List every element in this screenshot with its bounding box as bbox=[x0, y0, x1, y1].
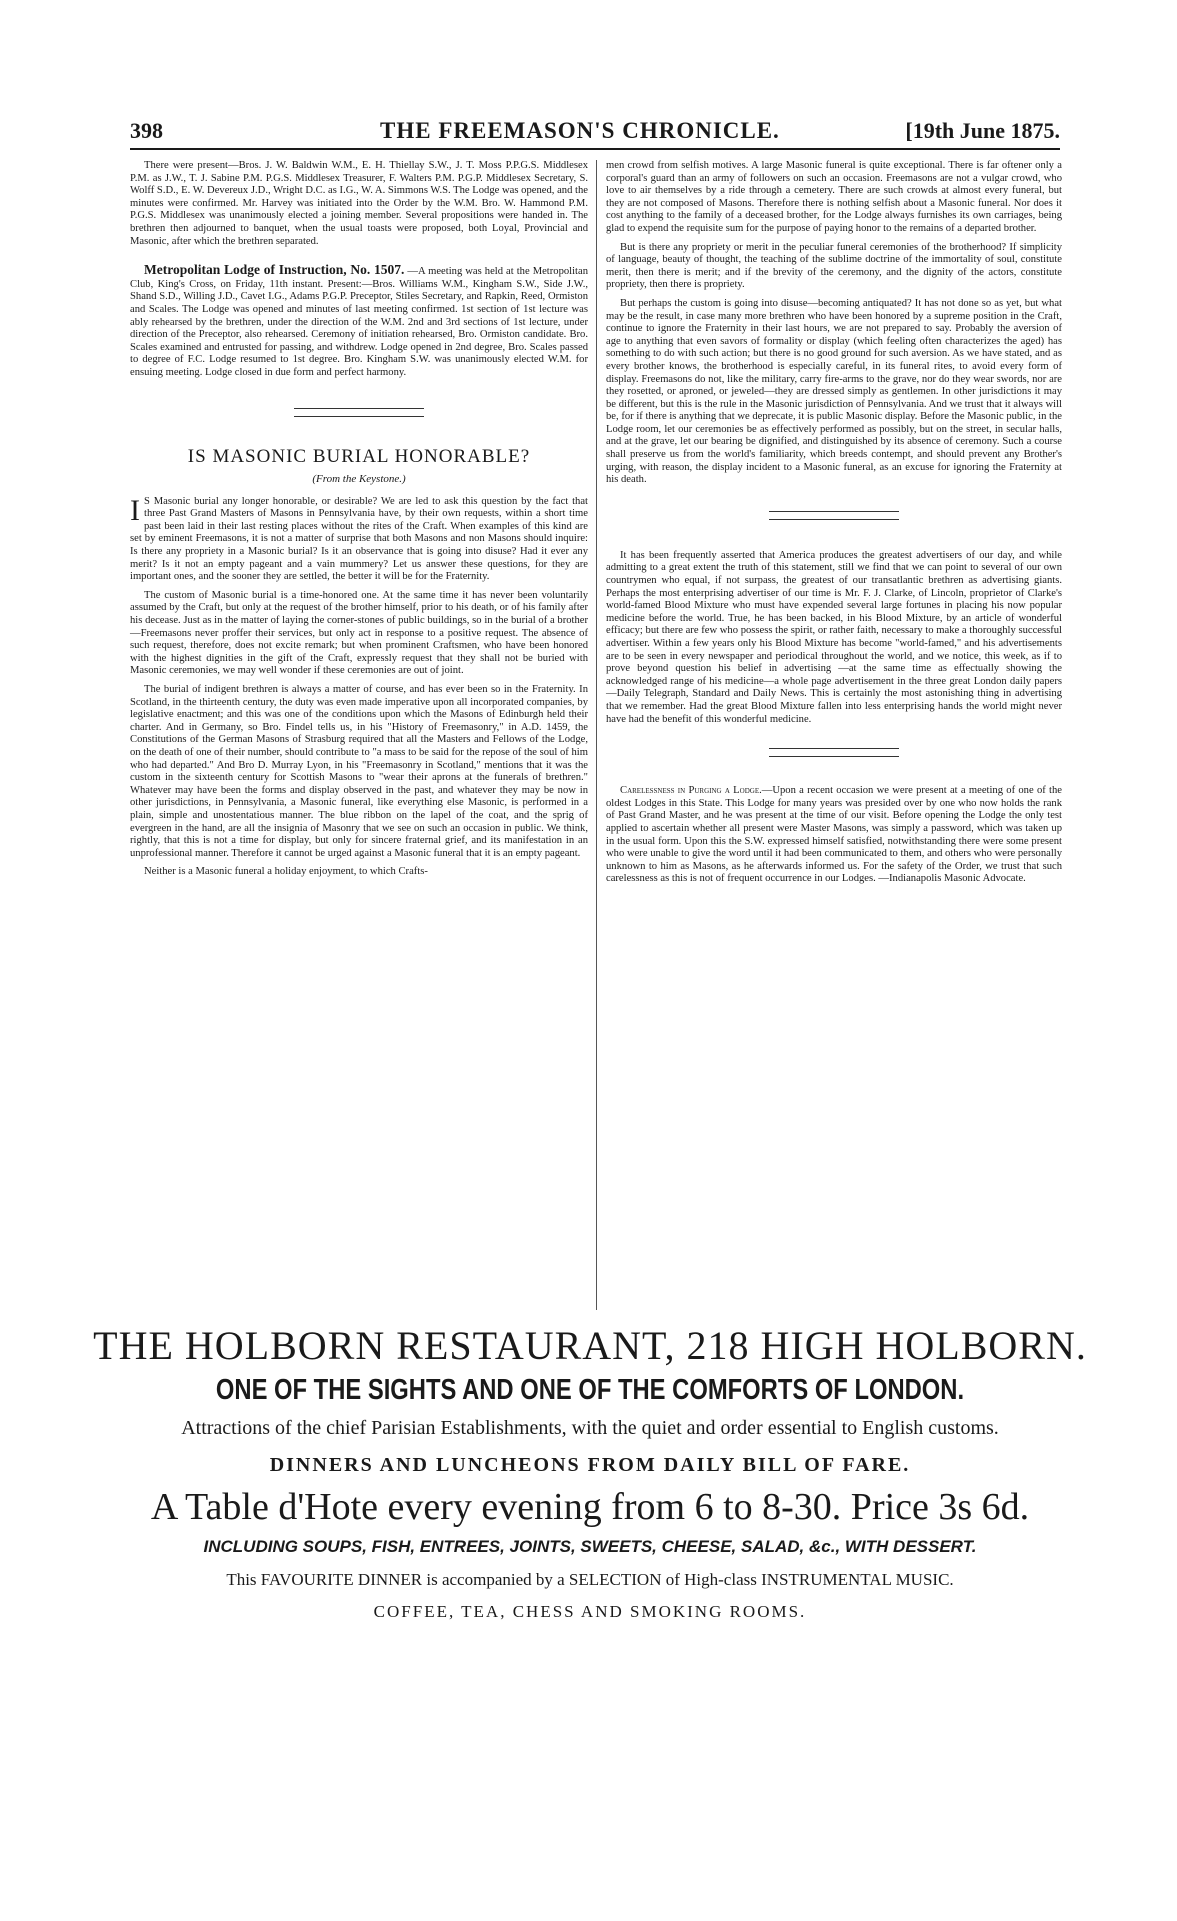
metropolitan-lodge-body: —A meeting was held at the Metropolitan Club, King's Cross, on Friday, 11th instant. Present:—Bros. Williams W.M., Kingham S.W., Side J.W., Shand S.D., Willing J.D., Cavet I.G., Adams P.G.P. Preceptor, Stiles Secretary, and Rapkin, Reed, Ormiston and Scales. The Lodge was opened and minutes of last meeting confirmed. 1st section of 1st lecture was ably rehearsed by the brethren, under the direction of the W.M. 2nd and 3rd sections of 1st lecture, under direction of the Preceptor, also rehearsed. Ceremony of initiation rehearsed, Bro. Ormiston candidate. Bro. Scales examined and entrusted for passing, and withdrew. Lodge opened in 2nd degree, Bro. Scales passed to degree of F.C. Lodge resumed to 1st degree. Bro. Kingham S.W. was unanimously elected W.M. for ensuing meeting. Lodge closed in due form and perfect harmony. bbox=[130, 266, 589, 378]
article-paragraph: But perhaps the custom is going into disuse—becoming antiquated? It has not done so as yet, but what may be the result, in case many more brethren who have been honored by a supreme position in the Craft, continue to ignore the Fraternity in their last hours, we are not prepared to say. Probably the aversion of age to anything that even savors of formality or display (which feeling often characterizes the aged) has something to do with such action; but there is no good ground for such aversion. As we have stated, and as every brother knows, the brotherhood is especially careful, in its funeral rites, to avoid every form of display. Freemasons do not, like the military, carry fire-arms to the grave, nor do they wear swords, nor are they rosetted, or aproned, or jeweled—they are dressed simply as gentlemen. In other jurisdictions it may be different, but this is the rule in the Masonic jurisdiction of Pennsylvania. And we trust that it always will be, for if there is anything that we deprecate, it is public Masonic display. Before the Masonic public, in the Lodge room, let our ceremonies be as effectively performed as possibly, but on the street, in secular halls, and at the grave, let our bearing be dignified, and distinguished by its absence of ceremony. Such a course shall preserve us from the world's familiarity, which breeds contempt, and should prevent any Brother's urging, with reason, the display incident to a Masonic funeral, as an excuse for ignoring the Fraternity at his death. bbox=[606, 297, 1062, 486]
right-column bbox=[606, 160, 1062, 892]
article-paragraph bbox=[130, 493, 588, 584]
ad-rooms-line: COFFEE, TEA, CHESS AND SMOKING ROOMS. bbox=[373, 1602, 807, 1621]
holborn-restaurant-advertisement bbox=[90, 1322, 1090, 1628]
article-paragraph: The burial of indigent brethren is always a matter of course, and has ever been so in the Fraternity. In Scotland, in the thirteenth century, the duty was even made imperative upon all incorporated companies, by legislative enactment; and this was one of the conditions upon which the Masons of Edinburgh held their charter. And in Germany, so Bro. Findel tells us, in his "History of Freemasonry," in A.D. 1459, the Constitutions of the German Masons of Strasburg required that all the Masters and Fellows of the Lodge, on the death of one of their number, should contribute to "a mass to be said for the repose of the soul of him who had departed." And Bro D. Murray Lyon, in his "Freemasonry in Scotland," mentions that it was the custom in the sixteenth century for Scottish Masons to "wear their aprons at the funerals of brethren." Whatever may have been the forms and display observed in the past, and whatever they may be now in other jurisdictions, in Pennsylvania, a Masonic funeral, like everything else Masonic, is performed in a plain, simple and unostentatious manner. The blue ribbon on the lapel of the coat, and the sprig of evergreen in the hand, are all the insignia of Masonry that we see on such an occasion in public. We think, rightly, that this is not a time for display, but only for sincere fraternal grief, and its manifestation in an unprofessional manner. Therefore it cannot be urged against a Masonic funeral that it is an empty pageant. bbox=[130, 684, 588, 859]
section-divider bbox=[294, 408, 424, 417]
article-title: IS MASONIC BURIAL HONORABLE? bbox=[187, 445, 531, 467]
article-paragraph-text: S Masonic burial any longer honorable, or desirable? We are led to ask this question by the fact that three Past Grand Masters of Masons in Pennsylvania have, by their own requests, within a short time past been laid in their last resting places without the rites of the Craft. When examples of this kind are set by eminent Freemasons, it is not a matter of surprise that both Masons and non Masons should inquire: Is there any propriety in a Masonic burial? Is it an observance that is going into disuse? Had it ever any merit? Is it not an empty pageant and a vain mummery? Let us answer these questions, for they are important ones, and the sooner they are settled, the better it will be for the Fraternity. bbox=[130, 495, 588, 583]
metropolitan-lodge-report bbox=[130, 264, 588, 379]
masthead-title: THE FREEMASON'S CHRONICLE. bbox=[380, 118, 780, 143]
section-divider bbox=[769, 748, 899, 757]
section-divider bbox=[769, 511, 899, 520]
ad-menu-line: INCLUDING SOUPS, FISH, ENTREES, JOINTS, SWEETS, CHEESE, SALAD, &c., WITH DESSERT. bbox=[203, 1537, 977, 1556]
ad-dinners-line: DINNERS AND LUNCHEONS FROM DAILY BILL OF FARE. bbox=[269, 1454, 911, 1476]
article-paragraph: The custom of Masonic burial is a time-honored one. At the same time it has never been voluntarily assumed by the Craft, but only at the request of the brother himself, prior to his death, or of his family after his decease. Just as in the matter of laying the corner-stones of public buildings, so in the burial of a brother—Freemasons never proffer their services, but only act in response to a positive request. The absence of such request, therefore, does not excite remark; but when prominent Craftsmen, who have been honored with the highest dignities in the gift of the Craft, expressly request that they shall not be buried with Masonic ceremonies, we may well wonder if these ceremonies are out of joint. bbox=[130, 589, 588, 677]
ad-subheadline: ONE OF THE SIGHTS AND ONE OF THE COMFORTS OF LONDON. bbox=[215, 1374, 965, 1406]
advertising-paragraph: It has been frequently asserted that America produces the greatest advertisers of our day, and while admitting to a great extent the truth of this statement, still we find that we can point to several of our own countrymen who equal, if not surpass, the greatest of our transatlantic brethren as advertising giants. Perhaps the most enterprising advertiser of our time is Mr. F. J. Clarke, of Lincoln, proprietor of Clarke's world-famed Blood Mixture who must have expended several large fortunes in placing his now popular medicine before the world. True, he has been backed, in his Blood Mixture, by an article of wonderful efficacy; but there are few who possess the spirit, or rather faith, necessary to make a thoroughly successful advertiser. Within a few years only his Blood Mixture has become "world-famed," and his advertisements are to be seen in every newspaper and periodical throughout the world, and we notice, this week, as if to prove beyond question his belief in advertising —at the same time as effectually showing the acknowledged range of his medicine—a whole page advertisement in the three great London daily papers—Daily Telegraph, Standard and Daily News. This is certainly the most astonishing thing in advertising that we remember. Had the great Blood Mixture fallen into less enterprising hands the world might never have had the benefit of this wonderful medicine. bbox=[606, 549, 1062, 725]
metropolitan-lodge-heading: Metropolitan Lodge of Instruction, No. 1507. bbox=[144, 262, 405, 278]
column-divider bbox=[596, 160, 597, 1310]
issue-date: [19th June 1875. bbox=[905, 118, 1060, 143]
ad-music-line: This FAVOURITE DINNER is accompanied by a SELECTION of High-class INSTRUMENTAL MUSIC. bbox=[226, 1570, 954, 1589]
article-paragraph: But is there any propriety or merit in the peculiar funeral ceremonies of the brotherhood? If simplicity of language, beauty of thought, the teaching of the sublime doctrine of the immortality of soul, constitute merit, then there is merit; and if the brevity of the ceremony, and the dignity of the actors, constitute propriety, then there is propriety. bbox=[606, 241, 1062, 291]
drop-cap: I bbox=[130, 493, 140, 527]
article-source: (From the Keystone.) bbox=[312, 473, 406, 486]
page-number: 398 bbox=[130, 118, 163, 143]
lodge-purging-body: —Upon a recent occasion we were present at a meeting of one of the oldest Lodges in this State. This Lodge for many years was presided over by one who now holds the rank of Past Grand Master, and he was present at the time of our visit. Before opening the Lodge the only test applied to ascertain whether all present were Master Masons, was simply a password, which was taken up in the usual form. Upon this the S.W. expressed himself satisfied, notwithstanding there were some present who were unable to give the word until it had been communicated to them, and others who were personally unknown to him as Masons, as he afterwards informed us. For the safety of the Order, we trust that such carelessness as this is not of frequent occurrence in our Lodges. —Indianapolis Masonic Advocate. bbox=[606, 785, 1062, 885]
page-header bbox=[130, 118, 1060, 150]
left-column bbox=[130, 160, 588, 885]
ad-table-dhote-line: A Table d'Hote every evening from 6 to 8-30. Price 3s 6d. bbox=[150, 1486, 1030, 1528]
lodge-purging-heading: Carelessness in Purging a Lodge. bbox=[620, 785, 762, 797]
ad-headline: THE HOLBORN RESTAURANT, 218 HIGH HOLBORN. bbox=[93, 1323, 1087, 1368]
article-paragraph: men crowd from selfish motives. A large Masonic funeral is quite exceptional. There is far oftener only a corporal's guard than an army of followers on such an occasion. Freemasons are not a vulgar crowd, who love to air themselves by a ride through a cemetery. There are such crowds at almost every funeral, but they are not composed of Masons. Therefore there is nothing selfish about a Masonic funeral. Nor does it cost anything to the family of a deceased brother, for the Lodge always furnishes its own carriages, being glad to expend the requisite sum for the purpose of paying honor to the remains of a departed brother. bbox=[606, 160, 1062, 234]
article-paragraph: Neither is a Masonic funeral a holiday enjoyment, to which Crafts- bbox=[144, 866, 428, 878]
lodge-report-paragraph: There were present—Bros. J. W. Baldwin W.M., E. H. Thiellay S.W., J. T. Moss P.P.G.S. Middlesex P.M. as J.W., T. J. Sabine P.M. P.G.S. Middlesex Treasurer, F. Walters P.M. P.G.P. Middlesex Secretary, S. Wolff S.D., E. W. Devereux J.D., Wright D.C. as I.G., W. A. Simmons W.S. The Lodge was opened, and the minutes were confirmed. Mr. Harvey was initiated into the Order by the W.M. Bro. W. Hammond P.M. P.G.S. Middlesex was unanimously elected a joining member. Several propositions were handed in. The brethren then adjourned to banquet, when the usual toasts were proposed, both Loyal, Provincial and Masonic, after which the brethren separated. bbox=[130, 160, 588, 247]
ad-attractions-line: Attractions of the chief Parisian Establishments, with the quiet and order essential to English customs. bbox=[181, 1417, 999, 1439]
lodge-purging-paragraph bbox=[606, 785, 1062, 886]
